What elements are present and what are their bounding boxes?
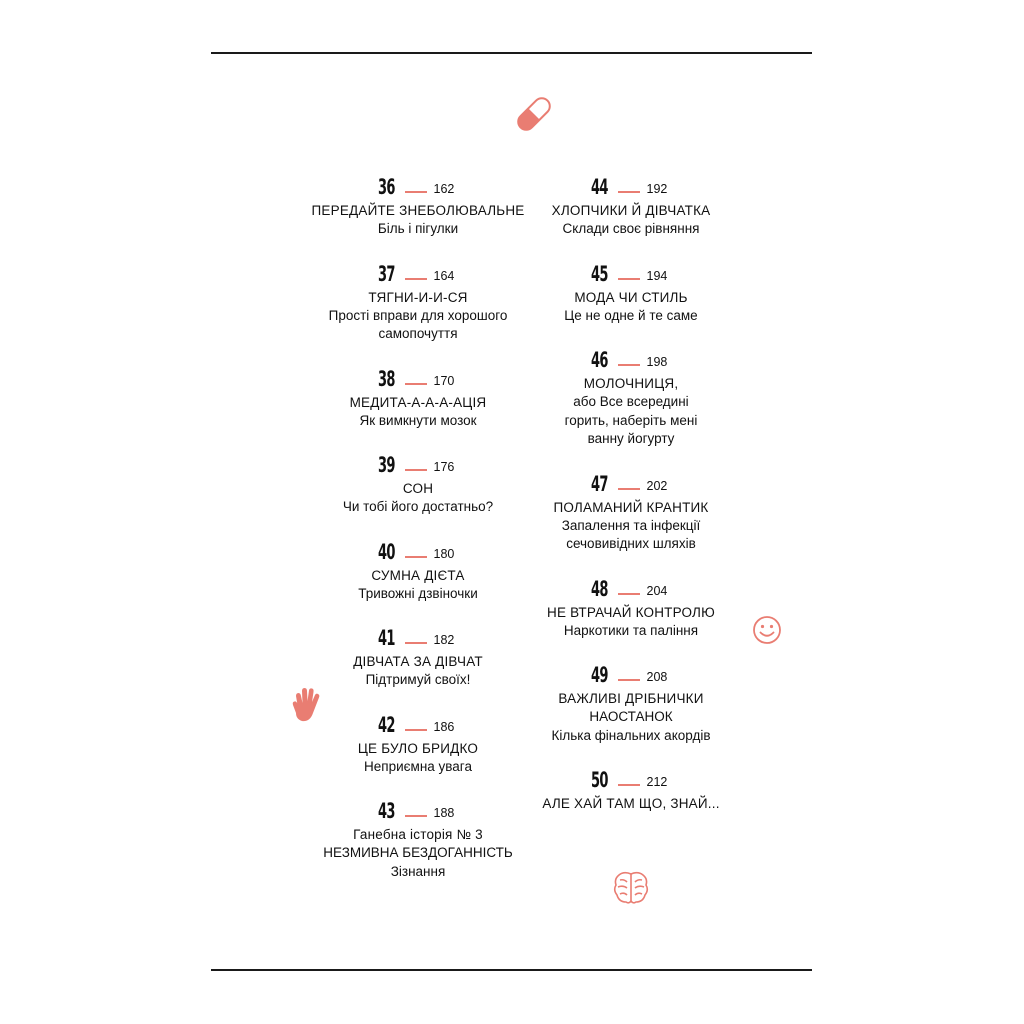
- toc-entry-header: [506, 767, 756, 791]
- page-number: 182: [433, 633, 455, 647]
- chapter-subtitle-line: Біль і пігулки: [377, 221, 459, 236]
- chapter-subtitle-line: самопочуття: [378, 326, 458, 341]
- chapter-subtitle-line: Це не одне й те саме: [564, 307, 698, 323]
- chapter-number: 42: [377, 712, 395, 737]
- toc-entry[interactable]: [506, 471, 756, 554]
- top-rule: [211, 52, 812, 54]
- chapter-subtitle-line: НАОСТАНОК: [589, 709, 673, 724]
- leader-dash: [618, 488, 640, 490]
- chapter-subtitle-line: Підтримуй своїх!: [365, 672, 471, 687]
- chapter-number: 43: [377, 799, 395, 823]
- pill-icon: [516, 93, 552, 135]
- toc-entry[interactable]: [506, 662, 756, 745]
- leader-dash: [405, 642, 427, 644]
- bottom-rule: [211, 969, 812, 971]
- toc-entry-header: [506, 471, 756, 495]
- chapter-title: ПЕРЕДАЙТЕ ЗНЕБОЛЮВАЛЬНЕ: [311, 203, 525, 218]
- leader-dash: [405, 469, 427, 471]
- chapter-subtitle-line: Прості вправи для хорошого: [328, 307, 508, 323]
- chapter-subtitle-line: Тривожні дзвіночки: [358, 585, 478, 601]
- chapter-number: 37: [377, 261, 395, 286]
- leader-dash: [618, 364, 640, 366]
- page-number: 192: [646, 182, 668, 196]
- chapter-subtitle-line: НЕЗМИВНА БЕЗДОГАННІСТЬ: [323, 845, 513, 860]
- toc-entry-header: [506, 576, 756, 600]
- toc-entry-header: [506, 174, 756, 198]
- chapter-subtitle-line: горить, наберіть мені: [564, 412, 698, 428]
- leader-dash: [618, 278, 640, 280]
- leader-dash: [618, 784, 640, 786]
- page-number: 162: [433, 182, 455, 196]
- toc-right-column: [506, 174, 756, 813]
- leader-dash: [405, 556, 427, 558]
- leader-dash: [405, 729, 427, 731]
- chapter-title: ХЛОПЧИКИ Й ДІВЧАТКА: [551, 203, 711, 218]
- page-number: 176: [433, 460, 455, 474]
- chapter-subtitle-line: Зізнання: [390, 863, 446, 879]
- chapter-title: НЕ ВТРАЧАЙ КОНТРОЛЮ: [547, 604, 715, 620]
- chapter-subtitle-line: Запалення та інфекції: [561, 517, 701, 533]
- toc-entry[interactable]: [506, 576, 756, 641]
- leader-dash: [618, 679, 640, 681]
- chapter-number: 40: [377, 539, 395, 564]
- chapter-title: Ганебна історія № 3: [353, 827, 483, 842]
- smiley-icon: [752, 615, 782, 645]
- chapter-title: ПОЛАМАНИЙ КРАНТИК: [553, 499, 709, 515]
- leader-dash: [618, 593, 640, 595]
- chapter-title: ДІВЧАТА ЗА ДІВЧАТ: [353, 654, 483, 669]
- leader-dash: [618, 191, 640, 193]
- toc-entry[interactable]: [506, 174, 756, 239]
- chapter-title: ЦЕ БУЛО БРИДКО: [357, 740, 479, 756]
- page-number: 164: [433, 268, 455, 283]
- chapter-title: АЛЕ ХАЙ ТАМ ЩО, ЗНАЙ...: [542, 796, 720, 811]
- chapter-title: ВАЖЛИВІ ДРІБНИЧКИ: [558, 691, 704, 706]
- chapter-number: 36: [377, 175, 395, 199]
- toc-entry-header: [506, 662, 756, 686]
- chapter-number: 46: [590, 348, 608, 372]
- chapter-title: МЕДИТА-А-А-А-АЦІЯ: [349, 394, 487, 410]
- chapter-number: 48: [590, 576, 608, 601]
- leader-dash: [405, 191, 427, 193]
- chapter-subtitle-line: сечовивідних шляхів: [566, 536, 696, 551]
- page-number: 208: [646, 670, 668, 684]
- chapter-title: МОДА ЧИ СТИЛЬ: [574, 289, 688, 305]
- chapter-number: 47: [590, 471, 608, 496]
- chapter-subtitle-line: Склади своє рівняння: [562, 221, 700, 236]
- chapter-number: 50: [590, 768, 608, 792]
- page-number: 198: [646, 355, 668, 369]
- chapter-title: МОЛОЧНИЦЯ,: [583, 376, 679, 391]
- chapter-title: СУМНА ДІЄТА: [371, 567, 465, 583]
- page-number: 212: [646, 775, 668, 789]
- chapter-number: 44: [590, 175, 608, 199]
- chapter-subtitle-line: ванну йогурту: [587, 431, 675, 446]
- page-number: 188: [433, 806, 455, 820]
- toc-entry-header: [506, 347, 756, 371]
- chapter-number: 38: [377, 366, 395, 391]
- chapter-title: ТЯГНИ-И-И-СЯ: [368, 289, 468, 305]
- toc-entry[interactable]: [506, 261, 756, 326]
- chapter-number: 45: [590, 261, 608, 286]
- chapter-number: 39: [377, 453, 395, 477]
- chapter-subtitle-line: Неприємна увага: [364, 758, 472, 774]
- toc-entry[interactable]: [506, 347, 756, 449]
- page-number: 186: [433, 719, 455, 734]
- chapter-subtitle-line: Як вимкнути мозок: [359, 412, 477, 428]
- chapter-subtitle-line: Наркотики та паління: [563, 622, 699, 638]
- leader-dash: [405, 278, 427, 280]
- chapter-subtitle-line: або Все всередині: [573, 394, 689, 409]
- chapter-subtitle-line: Кілька фінальних акордів: [551, 727, 711, 743]
- chapter-title: СОН: [402, 481, 434, 496]
- toc-entry-header: [506, 261, 756, 285]
- page-number: 180: [433, 546, 455, 561]
- chapter-number: 49: [590, 663, 608, 687]
- page-number: 202: [646, 478, 668, 493]
- page-number: 194: [646, 268, 668, 283]
- page-number: 204: [646, 583, 668, 598]
- brain-icon: [612, 870, 650, 906]
- page-number: 170: [433, 373, 455, 388]
- leader-dash: [405, 383, 427, 385]
- chapter-subtitle-line: Чи тобі його достатньо?: [342, 499, 494, 514]
- chapter-number: 41: [377, 626, 395, 650]
- toc-entry[interactable]: [506, 767, 756, 813]
- leader-dash: [405, 815, 427, 817]
